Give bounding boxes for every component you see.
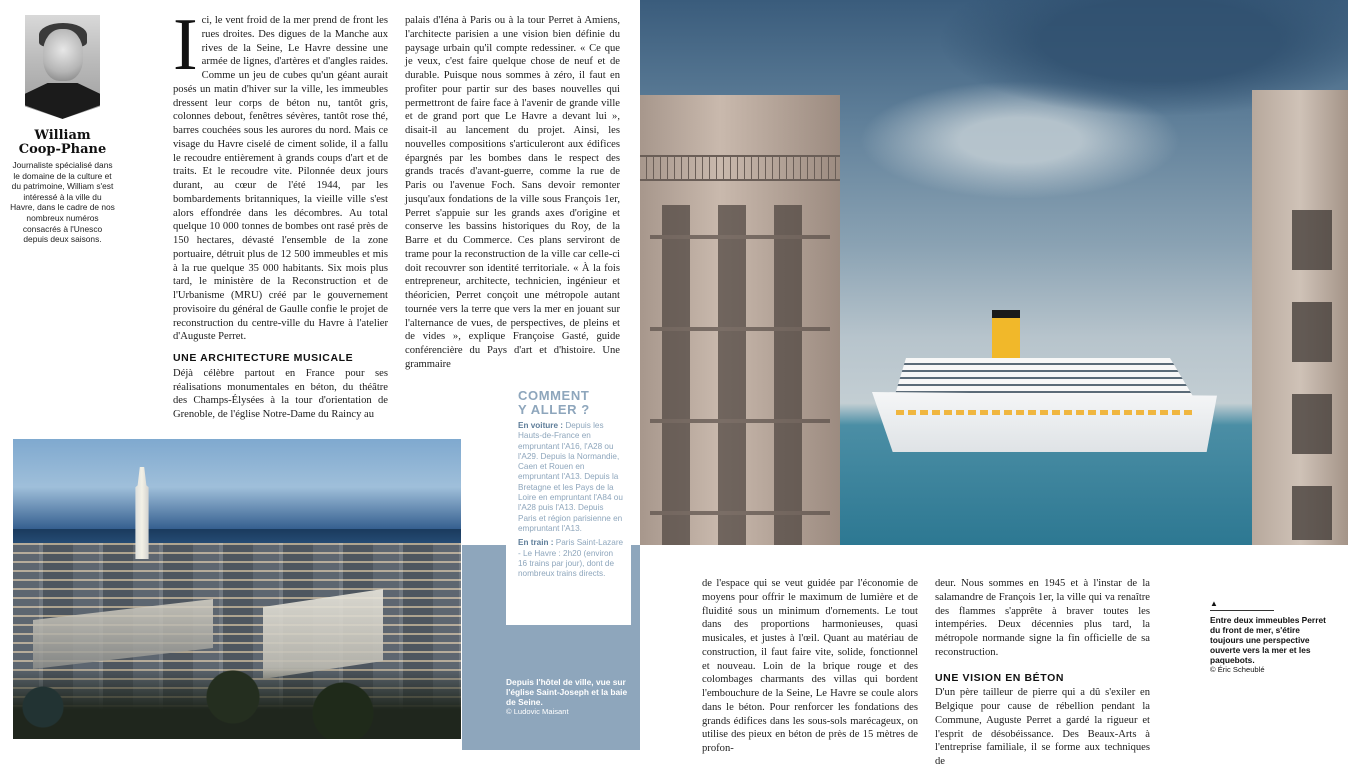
caption-text: Depuis l'hôtel de ville, vue sur l'église Saint-Joseph et la baie de Seine.	[506, 677, 628, 707]
info-title-line: Y ALLER ?	[518, 402, 590, 417]
info-title-line: COMMENT	[518, 388, 590, 403]
photo-cruise-ship	[640, 0, 1348, 545]
photo-credit: © Ludovic Maisant	[506, 707, 569, 716]
photo-caption-night	[506, 677, 636, 717]
building-left	[640, 95, 840, 545]
section-heading: UNE VISION EN BÉTON	[935, 671, 1065, 684]
photo-caption-cruise	[1210, 600, 1335, 675]
article-paragraph: D'un père tailleur de pierre qui a dû s'exiler en Belgique pour cause de rébellion pendant la Commune, Auguste Perret a gardé la rigueur et l'esprit de désobéissance. Des Beaux-Arts à l'entreprise familiale, il se forme aux techniques de	[935, 687, 1150, 767]
building-right	[1252, 90, 1348, 545]
photo-night-city	[13, 439, 461, 739]
info-train-label: En train :	[518, 538, 554, 548]
info-title	[518, 389, 624, 417]
article-paragraph: deur. Nous sommes en 1945 et à l'instar de la salamandre de François 1er, la ville qui va renaître des flammes s'apprête à braver toutes les intempéries. Deux décennies plus tard, la métropole normande signe la fin officielle de sa reconstruction.	[935, 578, 1150, 658]
photo-credit: © Éric Scheublé	[1210, 665, 1265, 674]
article-paragraph: de l'espace qui se veut guidée par l'économie de moyens pour offrir le maximum de lumière et de fluidité sous un minimum d'ornements. Le tout dans des proportions harmonieuses, quasi musicales, et justes à l'œil. Quant au matériau de construction, il faut faire vite, solide, fonctionnel et nouveau. Loin de la brique rouge et des colombages charmants des villas qui bordent l'embouchure de la Seine, Le Havre se coule alors dans le béton. Pour renforcer les fondations des grands édifices dans les sous-sols marécageux, on utilise des pieux en béton de près de 15 mètres de profon-	[702, 578, 918, 754]
article-column-2	[405, 14, 620, 372]
caption-text: Entre deux immeubles Perret du front de mer, s'étire toujours une perspective ouverte vers la mer et les paquebots.	[1210, 615, 1326, 665]
author-name	[10, 129, 115, 156]
article-paragraph: Déjà célèbre partout en France pour ses réalisations monumentales en béton, du théâtre des Champs-Élysées à la tour d'orientation de Grenoble, de l'église Notre-Dame du Raincy au	[173, 367, 388, 420]
info-box	[506, 384, 631, 625]
article-column-3	[702, 577, 918, 756]
info-car	[518, 421, 624, 534]
info-car-label: En voiture :	[518, 421, 564, 430]
cruise-ship	[872, 330, 1217, 452]
article-column-1	[173, 4, 388, 422]
article-paragraph: ci, le vent froid de la mer prend de front les rues droites. Des digues de la Manche aux rives de la Seine, Le Havre dessine une armée de lignes, d'artères et d'angles raides. Comme un jeu de cubes qu'un géant aurait posés un matin d'hiver sur la ville, les immeubles dressent leur corps de béton nu, tantôt gris, colonnes debout, fenêtres sévères, tantôt rose thé, barres couchées sous les aurores du nord. Mais ce visage du Havre ciselé de ciment solide, il a fallu le recoudre entièrement à grands coups d'art et de traits. Et le recoudre vite. Pilonnée deux jours durant, au cœur de l'été 1944, par les bombardements britanniques, la vieille ville s'est alors effondrée dans les décombres. Au total quelque 10 000 tonnes de bombes ont rasé près de 150 hectares, dévasté l'ensemble de la zone portuaire, détruit plus de 12 500 immeubles et mis à la rue quelque 35 000 habitants. Six mois plus tard, le ministère de la Reconstruction et de l'Urbanisme (MRU) créé par le gouvernement provisoire du général de Gaulle confie le projet de reconstruction du centre-ville du Havre à l'atelier d'Auguste Perret.	[173, 15, 388, 343]
caption-arrow-icon: ▲	[1210, 599, 1218, 608]
author-bio: Journaliste spécialisé dans le domaine de la culture et du patrimoine, William s'est intéressé à la ville du Havre, dans le cadre de nos nombreux numéros consacrés à l'Unesco depuis deux saisons.	[10, 160, 115, 245]
drop-cap: I	[173, 4, 198, 86]
author-portrait	[25, 15, 100, 119]
section-heading: UNE ARCHITECTURE MUSICALE	[173, 352, 354, 364]
article-column-4	[935, 577, 1150, 769]
info-train-text: Paris Saint-Lazare - Le Havre : 2h20 (environ 16 trains par jour), dont de nombreux trains directs.	[518, 538, 624, 579]
info-train	[518, 538, 624, 579]
article-paragraph: palais d'Iéna à Paris ou à la tour Perret à Amiens, l'architecte parisien a une vision bien définie du paysage urbain qu'il compte redessiner. « Ce que je veux, c'est faire quelque chose de neuf et de durable. Puisque nous sommes à zéro, il faut en profiter pour partir sur des bases nouvelles qui permettront de faire face à l'avenir de grande ville et de grand port que Le Havre a devant lui », disait-il au lancement du projet. Ainsi, les nouvelles compositions s'articuleront aux édifices épargnés par les bombes dans le respect des grands tracés d'avant-guerre, comme la rue de Paris ou l'avenue Foch. Sans devoir remonter jusqu'aux fondations de la ville sous François 1er, Perret s'appuie sur les grands axes d'origine et conserve les bassins historiques du Roy, de la Barre et du Commerce. Ces plans serviront de trame pour la reconstruction de la ville car celle-ci doit recouvrer son identité territoriale. « À la fois entrepreneur, architecte, technicien, ingénieur et théoricien, Perret conçoit une métropole autant tournée vers la terre que vers la mer en jouant sur l'alternance de vues, de perspectives, de pleins et de vides », explique Françoise Gasté, guide conférencière du Pays d'art et d'histoire. Une grammaire	[405, 15, 620, 370]
author-last-name: Coop-Phane	[18, 141, 107, 157]
caption-rule	[1210, 610, 1274, 611]
info-car-text: Depuis les Hauts-de-France en empruntant l'A16, l'A28 ou l'A29. Depuis la Normandie, Caen et Rouen en empruntant l'A13. Depuis la Bretagne et les Pays de la Loire en empruntant l'A84 ou l'A28 puis l'A13. Depuis Paris et région parisienne en empruntant l'A13.	[518, 421, 623, 533]
author-first-name: William	[34, 128, 91, 143]
